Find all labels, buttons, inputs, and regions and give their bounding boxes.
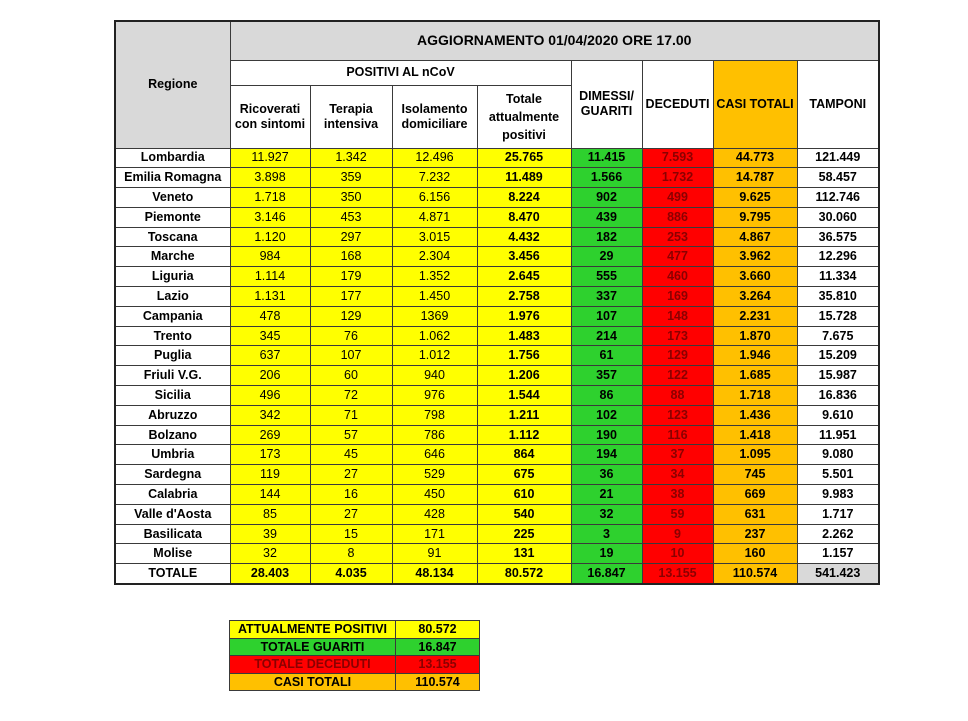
cell-regione: Sardegna — [115, 465, 230, 485]
cell-isolamento: 1.352 — [392, 267, 477, 287]
cell-terapia: 129 — [310, 306, 392, 326]
cell-deceduti: 9 — [642, 524, 713, 544]
cell-totale-positivi: 2.758 — [477, 287, 571, 307]
cell-isolamento: 1.062 — [392, 326, 477, 346]
summary-attualmente-positivi-value: 80.572 — [396, 621, 480, 639]
cell-tamponi: 15.987 — [797, 366, 879, 386]
cell-totale-positivi: 2.645 — [477, 267, 571, 287]
cell-deceduti: 123 — [642, 405, 713, 425]
summary-totale-guariti — [230, 638, 480, 656]
table-body — [115, 148, 879, 584]
cell-totale-positivi: 675 — [477, 465, 571, 485]
cell-ricoverati: 1.718 — [230, 188, 310, 208]
cell-isolamento: 940 — [392, 366, 477, 386]
cell-ricoverati: 1.131 — [230, 287, 310, 307]
cell-ricoverati: 28.403 — [230, 564, 310, 584]
header-dimessi: DIMESSI/ GUARITI — [571, 60, 642, 148]
cell-ricoverati: 32 — [230, 544, 310, 564]
cell-casi-totali: 44.773 — [713, 148, 797, 168]
cell-isolamento: 798 — [392, 405, 477, 425]
cell-dimessi: 107 — [571, 306, 642, 326]
summary-totale-guariti-value: 16.847 — [396, 638, 480, 656]
cell-dimessi: 32 — [571, 504, 642, 524]
cell-tamponi: 16.836 — [797, 386, 879, 406]
cell-casi-totali: 631 — [713, 504, 797, 524]
cell-ricoverati: 206 — [230, 366, 310, 386]
cell-isolamento: 976 — [392, 386, 477, 406]
cell-dimessi: 29 — [571, 247, 642, 267]
header-totale-positivi: Totale attualmente positivi — [477, 85, 571, 148]
cell-ricoverati: 39 — [230, 524, 310, 544]
table-row — [115, 465, 879, 485]
cell-casi-totali: 14.787 — [713, 168, 797, 188]
cell-tamponi: 15.209 — [797, 346, 879, 366]
cell-casi-totali: 110.574 — [713, 564, 797, 584]
cell-tamponi: 36.575 — [797, 227, 879, 247]
cell-deceduti: 38 — [642, 485, 713, 505]
cell-regione: Emilia Romagna — [115, 168, 230, 188]
cell-totale-positivi: 540 — [477, 504, 571, 524]
summary-table — [229, 620, 480, 691]
cell-tamponi: 1.157 — [797, 544, 879, 564]
header-regione: Regione — [115, 21, 230, 148]
cell-ricoverati: 3.146 — [230, 207, 310, 227]
cell-ricoverati: 85 — [230, 504, 310, 524]
cell-ricoverati: 984 — [230, 247, 310, 267]
cell-ricoverati: 173 — [230, 445, 310, 465]
cell-regione: Puglia — [115, 346, 230, 366]
cell-isolamento: 7.232 — [392, 168, 477, 188]
cell-deceduti: 88 — [642, 386, 713, 406]
cell-deceduti: 477 — [642, 247, 713, 267]
table-row — [115, 148, 879, 168]
cell-tamponi: 121.449 — [797, 148, 879, 168]
cell-regione: Valle d'Aosta — [115, 504, 230, 524]
cell-isolamento: 1.012 — [392, 346, 477, 366]
cell-casi-totali: 1.685 — [713, 366, 797, 386]
cell-totale-positivi: 1.544 — [477, 386, 571, 406]
cell-terapia: 15 — [310, 524, 392, 544]
cell-terapia: 72 — [310, 386, 392, 406]
cell-tamponi: 12.296 — [797, 247, 879, 267]
cell-casi-totali: 1.870 — [713, 326, 797, 346]
cell-terapia: 8 — [310, 544, 392, 564]
cell-dimessi: 555 — [571, 267, 642, 287]
table-row — [115, 188, 879, 208]
cell-deceduti: 10 — [642, 544, 713, 564]
cell-dimessi: 337 — [571, 287, 642, 307]
cell-tamponi: 2.262 — [797, 524, 879, 544]
cell-dimessi: 11.415 — [571, 148, 642, 168]
summary-casi-totali — [230, 673, 480, 691]
cell-ricoverati: 342 — [230, 405, 310, 425]
summary-casi-totali-label: CASI TOTALI — [230, 673, 396, 691]
cell-ricoverati: 1.114 — [230, 267, 310, 287]
cell-casi-totali: 1.946 — [713, 346, 797, 366]
cell-deceduti: 7.593 — [642, 148, 713, 168]
header-ricoverati: Ricoverati con sintomi — [230, 85, 310, 148]
table-row — [115, 366, 879, 386]
cell-regione: Marche — [115, 247, 230, 267]
cell-terapia: 45 — [310, 445, 392, 465]
table-row — [115, 287, 879, 307]
cell-totale-positivi: 1.211 — [477, 405, 571, 425]
cell-terapia: 27 — [310, 465, 392, 485]
table-row — [115, 445, 879, 465]
header-casi-totali: CASI TOTALI — [713, 60, 797, 148]
cell-totale-positivi: 1.206 — [477, 366, 571, 386]
cell-tamponi: 35.810 — [797, 287, 879, 307]
cell-regione: Liguria — [115, 267, 230, 287]
table-row — [115, 168, 879, 188]
cell-totale-positivi: 1.976 — [477, 306, 571, 326]
cell-dimessi: 36 — [571, 465, 642, 485]
cell-dimessi: 19 — [571, 544, 642, 564]
cell-regione: Campania — [115, 306, 230, 326]
summary-attualmente-positivi-label: ATTUALMENTE POSITIVI — [230, 621, 396, 639]
cell-dimessi: 357 — [571, 366, 642, 386]
header-tamponi: TAMPONI — [797, 60, 879, 148]
table-row — [115, 306, 879, 326]
summary-totale-deceduti-label: TOTALE DECEDUTI — [230, 656, 396, 674]
cell-casi-totali: 745 — [713, 465, 797, 485]
cell-deceduti: 59 — [642, 504, 713, 524]
cell-dimessi: 21 — [571, 485, 642, 505]
cell-terapia: 350 — [310, 188, 392, 208]
cell-dimessi: 182 — [571, 227, 642, 247]
summary-body — [230, 621, 480, 691]
header-update-date: AGGIORNAMENTO 01/04/2020 ORE 17.00 — [230, 21, 879, 60]
cell-deceduti: 1.732 — [642, 168, 713, 188]
cell-isolamento: 529 — [392, 465, 477, 485]
cell-regione: Sicilia — [115, 386, 230, 406]
cell-totale-positivi: 864 — [477, 445, 571, 465]
cell-dimessi: 102 — [571, 405, 642, 425]
cell-tamponi: 30.060 — [797, 207, 879, 227]
cell-ricoverati: 478 — [230, 306, 310, 326]
cell-ricoverati: 3.898 — [230, 168, 310, 188]
cell-isolamento: 171 — [392, 524, 477, 544]
table-row — [115, 247, 879, 267]
cell-isolamento: 12.496 — [392, 148, 477, 168]
cell-tamponi: 112.746 — [797, 188, 879, 208]
cell-tamponi: 7.675 — [797, 326, 879, 346]
cell-totale-positivi: 4.432 — [477, 227, 571, 247]
cell-ricoverati: 269 — [230, 425, 310, 445]
table-row — [115, 207, 879, 227]
cell-totale-positivi: 8.224 — [477, 188, 571, 208]
cell-tamponi: 58.457 — [797, 168, 879, 188]
cell-tamponi: 9.983 — [797, 485, 879, 505]
cell-isolamento: 786 — [392, 425, 477, 445]
cell-regione: TOTALE — [115, 564, 230, 584]
cell-casi-totali: 1.418 — [713, 425, 797, 445]
cell-terapia: 359 — [310, 168, 392, 188]
cell-terapia: 297 — [310, 227, 392, 247]
cell-isolamento: 428 — [392, 504, 477, 524]
cell-casi-totali: 1.095 — [713, 445, 797, 465]
cell-casi-totali: 9.795 — [713, 207, 797, 227]
table-row — [115, 405, 879, 425]
cell-regione: Toscana — [115, 227, 230, 247]
cell-ricoverati: 496 — [230, 386, 310, 406]
cell-tamponi: 9.610 — [797, 405, 879, 425]
cell-ricoverati: 345 — [230, 326, 310, 346]
cell-totale-positivi: 1.112 — [477, 425, 571, 445]
header-deceduti: DECEDUTI — [642, 60, 713, 148]
cell-isolamento: 3.015 — [392, 227, 477, 247]
cell-isolamento: 646 — [392, 445, 477, 465]
table-row — [115, 485, 879, 505]
cell-regione: Lazio — [115, 287, 230, 307]
table-row — [115, 504, 879, 524]
cell-totale-positivi: 11.489 — [477, 168, 571, 188]
header-isolamento: Isolamento domiciliare — [392, 85, 477, 148]
cell-casi-totali: 4.867 — [713, 227, 797, 247]
cell-totale-positivi: 225 — [477, 524, 571, 544]
cell-tamponi: 1.717 — [797, 504, 879, 524]
cell-terapia: 453 — [310, 207, 392, 227]
cell-ricoverati: 144 — [230, 485, 310, 505]
cell-casi-totali: 3.962 — [713, 247, 797, 267]
cell-ricoverati: 1.120 — [230, 227, 310, 247]
cell-deceduti: 116 — [642, 425, 713, 445]
cell-deceduti: 253 — [642, 227, 713, 247]
cell-deceduti: 169 — [642, 287, 713, 307]
cell-terapia: 4.035 — [310, 564, 392, 584]
cell-regione: Bolzano — [115, 425, 230, 445]
cell-dimessi: 902 — [571, 188, 642, 208]
cell-deceduti: 13.155 — [642, 564, 713, 584]
header-positivi-group: POSITIVI AL nCoV — [230, 60, 571, 85]
cell-isolamento: 2.304 — [392, 247, 477, 267]
cell-isolamento: 1.450 — [392, 287, 477, 307]
cell-terapia: 27 — [310, 504, 392, 524]
cell-ricoverati: 11.927 — [230, 148, 310, 168]
cell-terapia: 168 — [310, 247, 392, 267]
table-row — [115, 544, 879, 564]
cell-deceduti: 148 — [642, 306, 713, 326]
cell-deceduti: 129 — [642, 346, 713, 366]
cell-tamponi: 11.951 — [797, 425, 879, 445]
cell-regione: Trento — [115, 326, 230, 346]
cell-terapia: 76 — [310, 326, 392, 346]
cell-ricoverati: 119 — [230, 465, 310, 485]
cell-casi-totali: 2.231 — [713, 306, 797, 326]
cell-terapia: 107 — [310, 346, 392, 366]
cell-terapia: 57 — [310, 425, 392, 445]
cell-casi-totali: 669 — [713, 485, 797, 505]
cell-totale-positivi: 25.765 — [477, 148, 571, 168]
cell-isolamento: 6.156 — [392, 188, 477, 208]
cell-totale-positivi: 80.572 — [477, 564, 571, 584]
cell-deceduti: 173 — [642, 326, 713, 346]
cell-casi-totali: 9.625 — [713, 188, 797, 208]
cell-terapia: 179 — [310, 267, 392, 287]
cell-tamponi: 15.728 — [797, 306, 879, 326]
table-row — [115, 386, 879, 406]
cell-dimessi: 194 — [571, 445, 642, 465]
header-terapia: Terapia intensiva — [310, 85, 392, 148]
summary-casi-totali-value: 110.574 — [396, 673, 480, 691]
cell-dimessi: 86 — [571, 386, 642, 406]
cell-dimessi: 16.847 — [571, 564, 642, 584]
cell-dimessi: 1.566 — [571, 168, 642, 188]
cell-deceduti: 499 — [642, 188, 713, 208]
cell-dimessi: 3 — [571, 524, 642, 544]
covid-regional-table — [114, 20, 880, 585]
cell-terapia: 177 — [310, 287, 392, 307]
cell-isolamento: 450 — [392, 485, 477, 505]
cell-regione: Molise — [115, 544, 230, 564]
table-row — [115, 326, 879, 346]
summary-attualmente-positivi — [230, 621, 480, 639]
cell-deceduti: 886 — [642, 207, 713, 227]
summary-totale-deceduti — [230, 656, 480, 674]
cell-totale-positivi: 3.456 — [477, 247, 571, 267]
cell-terapia: 1.342 — [310, 148, 392, 168]
table-row — [115, 267, 879, 287]
table-row — [115, 524, 879, 544]
cell-dimessi: 439 — [571, 207, 642, 227]
cell-isolamento: 4.871 — [392, 207, 477, 227]
cell-dimessi: 61 — [571, 346, 642, 366]
summary-totale-deceduti-value: 13.155 — [396, 656, 480, 674]
cell-regione: Calabria — [115, 485, 230, 505]
table-row — [115, 425, 879, 445]
cell-regione: Piemonte — [115, 207, 230, 227]
cell-deceduti: 34 — [642, 465, 713, 485]
cell-regione: Lombardia — [115, 148, 230, 168]
cell-regione: Veneto — [115, 188, 230, 208]
cell-deceduti: 460 — [642, 267, 713, 287]
cell-casi-totali: 1.436 — [713, 405, 797, 425]
cell-dimessi: 190 — [571, 425, 642, 445]
cell-regione: Abruzzo — [115, 405, 230, 425]
summary-totale-guariti-label: TOTALE GUARITI — [230, 638, 396, 656]
cell-totale-positivi: 131 — [477, 544, 571, 564]
cell-totale-positivi: 1.756 — [477, 346, 571, 366]
cell-tamponi: 9.080 — [797, 445, 879, 465]
cell-isolamento: 48.134 — [392, 564, 477, 584]
cell-totale-positivi: 610 — [477, 485, 571, 505]
cell-casi-totali: 160 — [713, 544, 797, 564]
cell-casi-totali: 1.718 — [713, 386, 797, 406]
cell-deceduti: 37 — [642, 445, 713, 465]
cell-terapia: 60 — [310, 366, 392, 386]
cell-regione: Umbria — [115, 445, 230, 465]
cell-regione: Friuli V.G. — [115, 366, 230, 386]
cell-isolamento: 1369 — [392, 306, 477, 326]
cell-dimessi: 214 — [571, 326, 642, 346]
table-row — [115, 346, 879, 366]
cell-regione: Basilicata — [115, 524, 230, 544]
cell-totale-positivi: 1.483 — [477, 326, 571, 346]
cell-tamponi: 5.501 — [797, 465, 879, 485]
cell-ricoverati: 637 — [230, 346, 310, 366]
cell-terapia: 16 — [310, 485, 392, 505]
cell-tamponi: 11.334 — [797, 267, 879, 287]
cell-terapia: 71 — [310, 405, 392, 425]
cell-casi-totali: 3.264 — [713, 287, 797, 307]
cell-deceduti: 122 — [642, 366, 713, 386]
cell-totale-positivi: 8.470 — [477, 207, 571, 227]
cell-casi-totali: 3.660 — [713, 267, 797, 287]
cell-isolamento: 91 — [392, 544, 477, 564]
table-row-totale — [115, 564, 879, 584]
cell-tamponi: 541.423 — [797, 564, 879, 584]
cell-casi-totali: 237 — [713, 524, 797, 544]
table-row — [115, 227, 879, 247]
